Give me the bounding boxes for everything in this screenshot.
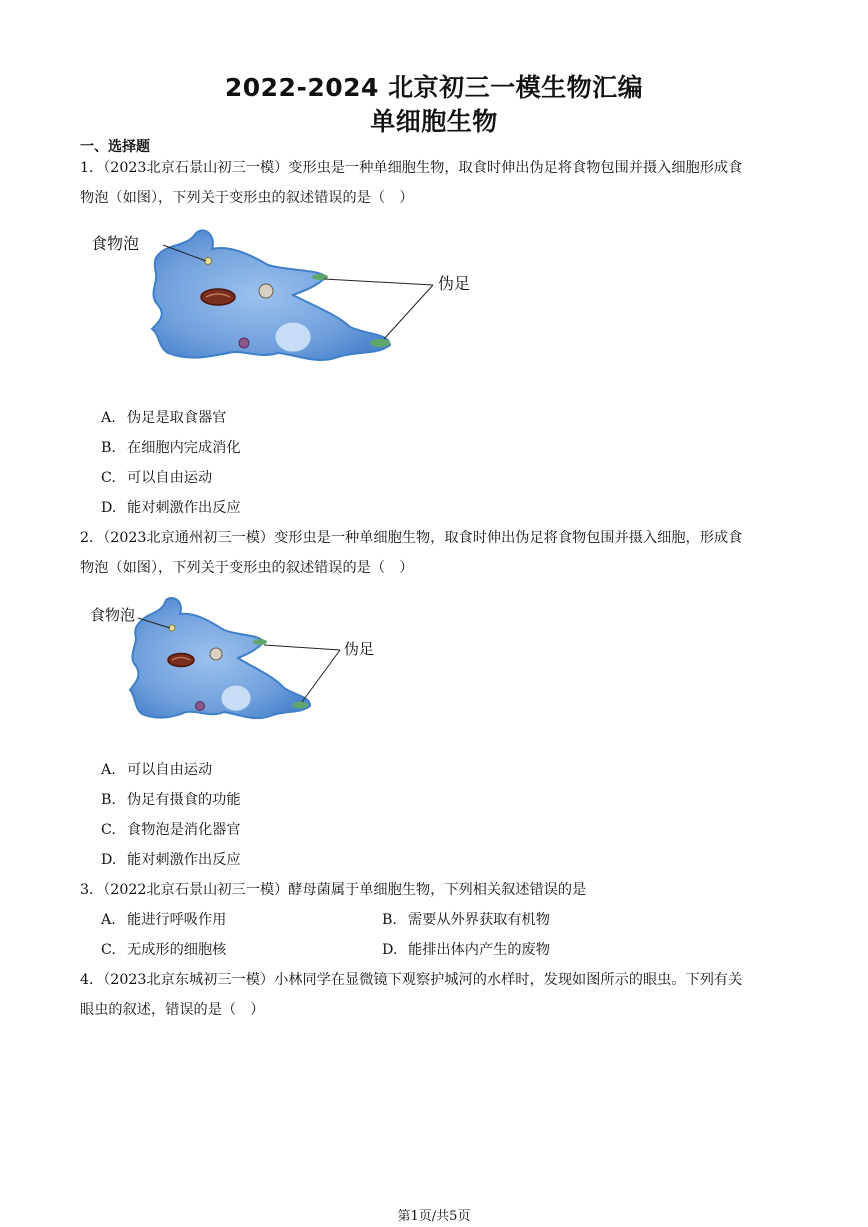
food-vacuole-label: 食物泡 [91,234,140,253]
option-text: 无成形的细胞核 [127,942,227,958]
option-text: 在细胞内完成消化 [127,440,241,456]
q1-option-c[interactable] [101,467,212,487]
nucleus-shape [168,654,194,667]
q1-stem-line2: 物泡（如图），下列关于变形虫的叙述错误的是（ ） [80,190,414,206]
pseudopod-label: 伪足 [344,640,375,658]
option-text: 能进行呼吸作用 [127,912,227,928]
option-letter: B. [101,792,116,808]
option-letter: D. [101,500,117,516]
q3-option-d[interactable] [382,939,550,959]
q3-stem-line1: 3．（2022北京石景山初三一模）酵母菌属于单细胞生物，下列相关叙述错误的是 [80,882,587,898]
option-letter: C. [101,942,116,958]
q2-stem-line2: 物泡（如图），下列关于变形虫的叙述错误的是（ ） [80,560,414,576]
option-text: 食物泡是消化器官 [127,822,241,838]
section-heading: 一、选择题 [80,139,150,155]
option-text: 能排出体内产生的废物 [408,942,550,958]
option-letter: B. [382,912,397,928]
option-text: 伪足是取食器官 [127,410,227,426]
option-letter: A. [101,410,116,426]
option-letter: B. [101,440,116,456]
option-text: 可以自由运动 [127,470,213,486]
pseudopod-label: 伪足 [438,274,471,293]
option-text: 能对刺激作出反应 [127,852,241,868]
page-title: 2022-2024 北京初三一模生物汇编 [224,73,644,102]
option-letter: A. [101,912,116,928]
page-subtitle: 单细胞生物 [370,107,498,136]
q1-stem-line1: 1．（2023北京石景山初三一模）变形虫是一种单细胞生物，取食时伸出伪足将食物包围并摄入细胞形成食 [80,160,743,176]
option-letter: D. [101,852,117,868]
option-text: 可以自由运动 [127,762,213,778]
q2-amoeba-figure [88,592,388,727]
q3-option-a[interactable] [101,909,226,929]
food-vacuole-label: 食物泡 [90,606,136,624]
q3-option-b[interactable] [382,909,550,929]
q4-stem-line1: 4．（2023北京东城初三一模）小林同学在显微镜下观察护城河的水样时，发现如图所示的眼虫。下列有关 [80,972,743,988]
q1-option-d[interactable] [101,497,241,517]
q2-option-b[interactable] [101,789,241,809]
option-text: 伪足有摄食的功能 [127,792,241,808]
page-footer: 第1页/共5页 [397,1209,471,1224]
option-letter: C. [101,822,116,838]
q2-option-c[interactable] [101,819,241,839]
q3-option-c[interactable] [101,939,226,959]
q2-stem-line1: 2．（2023北京通州初三一模）变形虫是一种单细胞生物，取食时伸出伪足将食物包围并摄入细胞，形成食 [80,530,743,546]
option-text: 能对刺激作出反应 [127,500,241,516]
option-letter: A. [101,762,116,778]
q1-option-a[interactable] [101,407,226,427]
option-letter: D. [382,942,398,958]
q4-stem-line2: 眼虫的叙述，错误的是（ ） [80,1002,265,1018]
q2-option-a[interactable] [101,759,212,779]
option-letter: C. [101,470,116,486]
q2-option-d[interactable] [101,849,241,869]
q1-amoeba-figure [88,225,498,375]
q1-option-b[interactable] [101,437,241,457]
option-text: 需要从外界获取有机物 [408,912,550,928]
